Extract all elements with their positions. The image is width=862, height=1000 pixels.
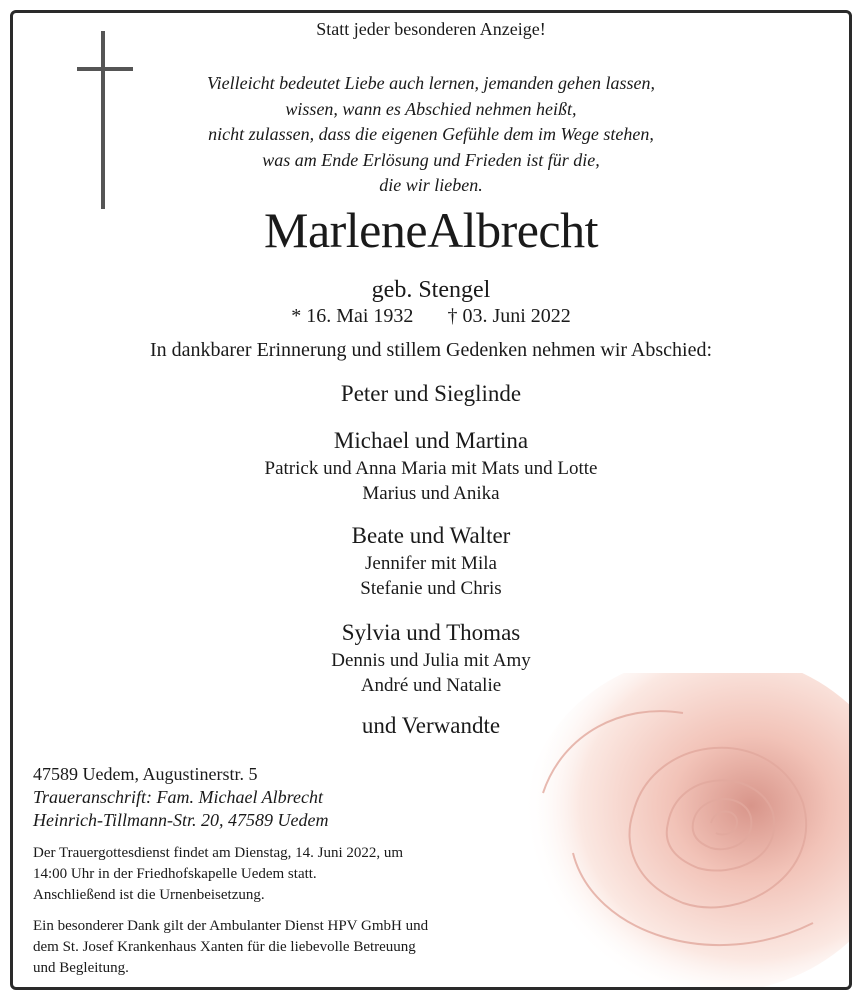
family-group bbox=[13, 618, 849, 698]
birth-name: geb. Stengel bbox=[371, 277, 491, 303]
thanks-line: dem St. Josef Krankenhaus Xanten für die liebevolle Betreuung bbox=[33, 939, 416, 955]
birth-date: * 16. Mai 1932 bbox=[291, 305, 414, 327]
last-name: Albrecht bbox=[427, 202, 598, 258]
address-line: 47589 Uedem, Augustinerstr. 5 bbox=[33, 764, 258, 784]
life-dates bbox=[13, 305, 849, 328]
deceased-name bbox=[13, 201, 849, 259]
family-group bbox=[13, 379, 849, 409]
family-member: Dennis und Julia mit Amy bbox=[331, 650, 531, 671]
family-group bbox=[13, 521, 849, 601]
thanks-line: Ein besonderer Dank gilt der Ambulanter Dienst HPV GmbH und bbox=[33, 918, 429, 934]
family-head: Peter und Sieglinde bbox=[340, 381, 522, 406]
poem-line: die wir lieben. bbox=[379, 175, 483, 195]
poem-line: was am Ende Erlösung und Frieden ist für die, bbox=[262, 149, 600, 170]
family-group bbox=[13, 426, 849, 506]
family-member: André und Natalie bbox=[360, 675, 502, 696]
death-date: † 03. Juni 2022 bbox=[447, 305, 571, 327]
family-head: Sylvia und Thomas bbox=[341, 620, 521, 645]
poem-line: wissen, wann es Abschied nehmen heißt, bbox=[285, 98, 577, 119]
family-head: Beate und Walter bbox=[351, 523, 511, 548]
thanks-note bbox=[33, 916, 503, 979]
service-line: Anschließend ist die Urnenbeisetzung. bbox=[33, 887, 265, 903]
service-line: Der Trauergottesdienst findet am Dienstag, 14. Juni 2022, um bbox=[33, 845, 404, 861]
family-head: Michael und Martina bbox=[333, 428, 529, 453]
family-member: Jennifer mit Mila bbox=[365, 553, 497, 574]
thanks-line: und Begleitung. bbox=[33, 960, 129, 976]
service-info bbox=[33, 843, 503, 906]
obituary-frame bbox=[10, 10, 852, 990]
relatives-closing: und Verwandte bbox=[361, 713, 501, 738]
poem-line: Vielleicht bedeutet Liebe auch lernen, jemanden gehen lassen, bbox=[206, 73, 656, 93]
mourning-address-line: Heinrich-Tillmann-Str. 20, 47589 Uedem bbox=[33, 810, 329, 830]
mourning-address-line: Traueranschrift: Fam. Michael Albrecht bbox=[33, 787, 323, 807]
family-member: Patrick und Anna Maria mit Mats und Lotte bbox=[264, 458, 598, 479]
address-block bbox=[33, 763, 503, 832]
farewell-intro: In dankbarer Erinnerung und stillem Gedenken nehmen wir Abschied: bbox=[149, 339, 713, 361]
header-notice: Statt jeder besonderen Anzeige! bbox=[316, 19, 546, 39]
poem-line: nicht zulassen, dass die eigenen Gefühle dem im Wege stehen, bbox=[208, 124, 654, 144]
service-line: 14:00 Uhr in der Friedhofskapelle Uedem statt. bbox=[33, 866, 317, 882]
family-member: Marius und Anika bbox=[362, 483, 500, 504]
first-name: Marlene bbox=[263, 202, 428, 258]
poem bbox=[13, 71, 849, 199]
family-member: Stefanie und Chris bbox=[360, 578, 502, 599]
